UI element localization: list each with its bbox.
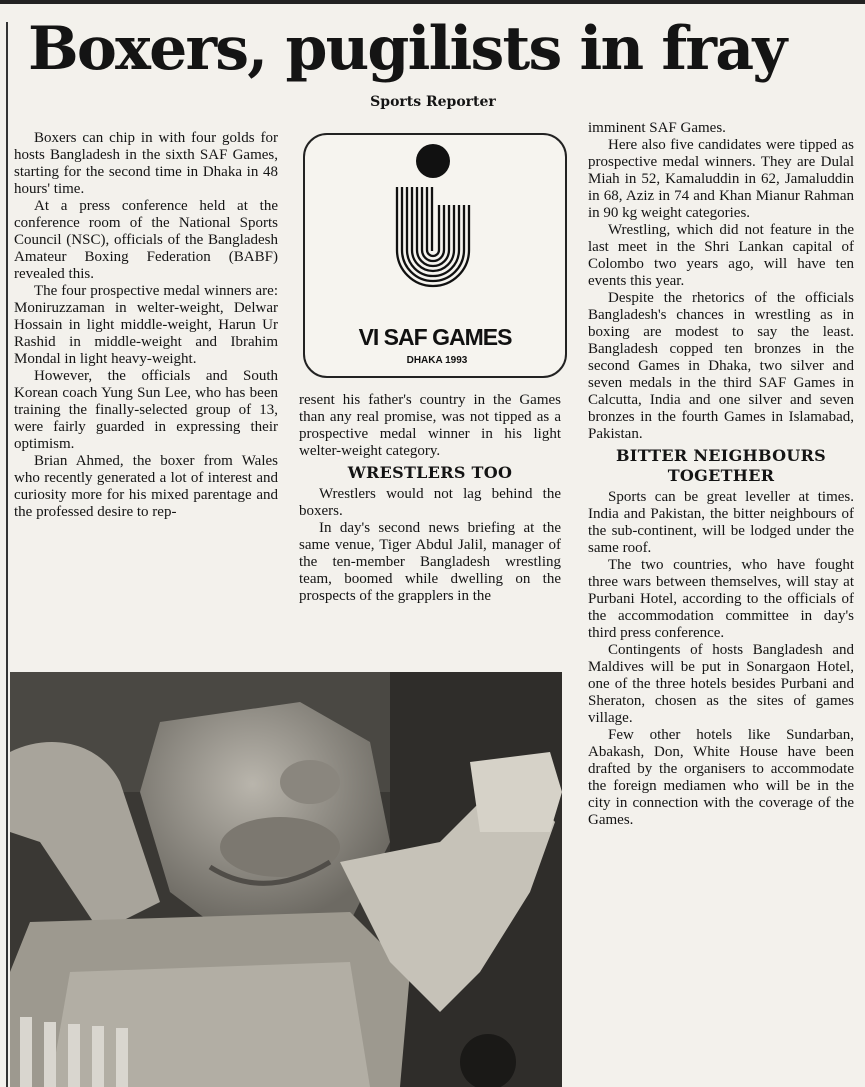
paragraph: The two countries, who have fought three wars between themselves, will stay at Purbani Hotel, according to the officials of the accommodation committee in day's third press conference. bbox=[588, 557, 854, 641]
paragraph: However, the officials and South Korean coach Yung Sun Lee, who has been training the finally-selected group of 13, were fairly guarded in expressing their optimism. bbox=[14, 368, 278, 452]
column-3 bbox=[588, 120, 854, 829]
byline: Sports Reporter bbox=[370, 94, 496, 110]
top-rule bbox=[0, 0, 865, 4]
paragraph: Despite the rhetorics of the officials Bangladesh's chances in wrestling as in boxing are modest to say the least. Bangladesh copped ten bronzes in the second Games in Dhaka, two silver and seven medals in the third SAF Games in Calcutta, India and one silver and seven bronzes in the fourth Games in Islamabad, Pakistan. bbox=[588, 290, 854, 442]
paragraph: resent his father's country in the Games than any real promise, was not tipped as a prospective medal winner in his light welter-weight category. bbox=[299, 392, 561, 459]
paragraph: In day's second news briefing at the same venue, Tiger Abdul Jalil, manager of the ten-member Bangladesh wrestling team, boomed while dwelling on the prospects of the grapplers in the bbox=[299, 520, 561, 604]
logo-title: VI SAF GAMES bbox=[358, 324, 512, 350]
paragraph: Wrestling, which did not feature in the last meet in the Shri Lankan capital of Colombo two years ago, will have ten events this year. bbox=[588, 222, 854, 289]
paragraph: Sports can be great leveller at times. India and Pakistan, the bitter neighbours of the sub-continent, will be lodged under the same roof. bbox=[588, 489, 854, 556]
mascot-statue-photo-icon bbox=[10, 672, 562, 1087]
saf-games-logo bbox=[303, 133, 567, 378]
headline: Boxers, pugilists in fray bbox=[28, 14, 786, 84]
paragraph: The four prospective medal winners are: Moniruzzaman in welter-weight, Delwar Hossain in light middle-weight, Harun Ur Rashid in middle-weight and Ibrahim Mondal in light heavy-weight. bbox=[14, 283, 278, 367]
column-1 bbox=[14, 130, 278, 521]
paragraph: Wrestlers would not lag behind the boxers. bbox=[299, 486, 561, 519]
paragraph: Here also five candidates were tipped as prospective medal winners. They are Dulal Miah in 52, Kamaluddin in 62, Jamaluddin in 68, Aziz in 74 and Khan Mianur Rahman in 90 kg weight categories. bbox=[588, 137, 854, 221]
paragraph: Few other hotels like Sundarban, Abakash, Don, White House have been drafted by the organisers to accommodate the foreign mediamen who will be in the city in connection with the coverage of the Games. bbox=[588, 727, 854, 828]
column-2 bbox=[299, 392, 561, 605]
paragraph: At a press conference held at the conference room of the National Sports Council (NSC), officials of the Bangladesh Amateur Boxing Federation (BABF) revealed this. bbox=[14, 198, 278, 282]
subheading-wrestlers: WRESTLERS TOO bbox=[347, 463, 513, 482]
logo-subtitle: DHAKA 1993 bbox=[406, 355, 468, 366]
column-rule bbox=[6, 22, 8, 1087]
paragraph: Brian Ahmed, the boxer from Wales who recently generated a lot of interest and curiosity more for his mixed parentage and the professed desire to rep- bbox=[14, 453, 278, 520]
paragraph: Boxers can chip in with four golds for hosts Bangladesh in the sixth SAF Games, starting for the second time in Dhaka in 48 hours' time. bbox=[14, 130, 278, 197]
paragraph: Contingents of hosts Bangladesh and Maldives will be put in Sonargaon Hotel, one of the three hotels besides Purbani and Sheraton, chosen as the sites of games village. bbox=[588, 642, 854, 726]
subheading-bitter-neighbours: BITTER NEIGHBOURS TOGETHER bbox=[615, 446, 827, 485]
mascot-photo bbox=[10, 672, 562, 1087]
saf-games-emblem-icon bbox=[305, 135, 565, 376]
paragraph: imminent SAF Games. bbox=[588, 120, 726, 136]
